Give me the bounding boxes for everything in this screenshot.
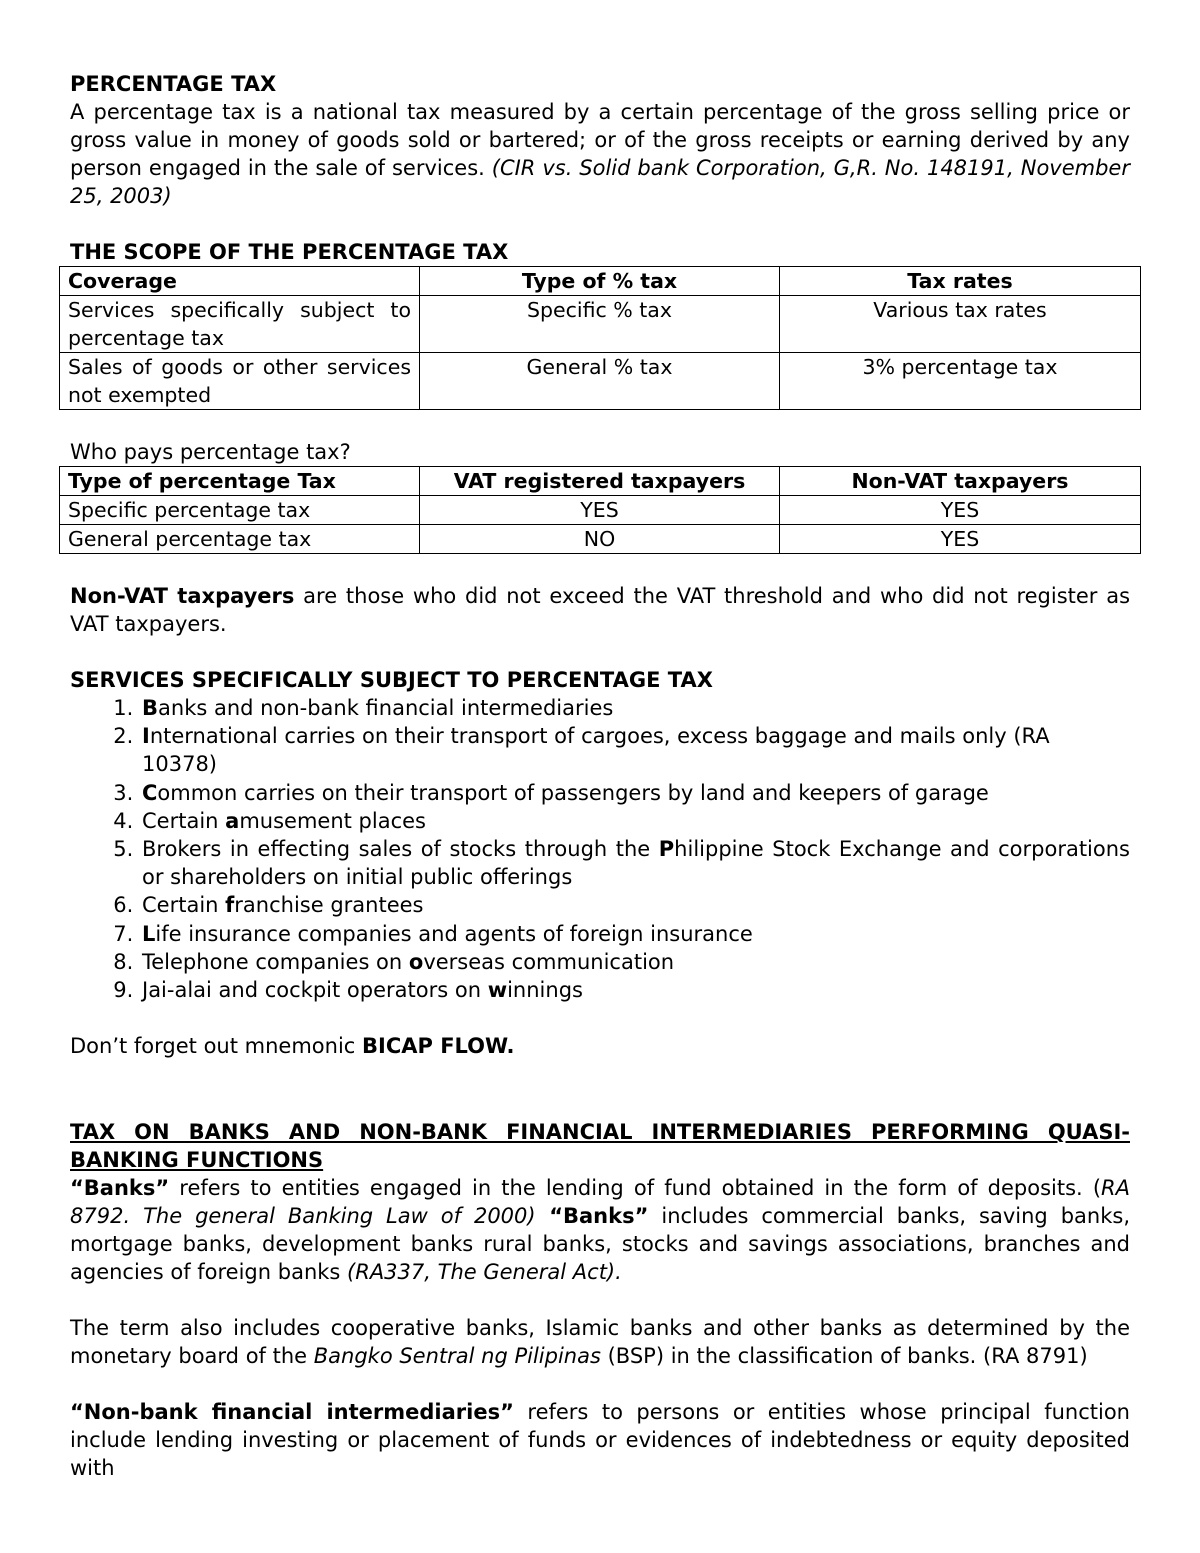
table-cell: Various tax rates xyxy=(780,296,1141,353)
section-title-percentage-tax: PERCENTAGE TAX xyxy=(70,72,277,96)
table-cell: 3% percentage tax xyxy=(780,353,1141,410)
mnemonic-letter: C xyxy=(142,780,158,805)
table-cell: YES xyxy=(420,496,780,525)
intro-citation: (CIR vs. Solid bank Corporation, G,R. No. 148191, November 25, 2003) xyxy=(70,156,1130,208)
table-cell: Services specifically subject to percentage tax xyxy=(60,296,420,353)
citation: RA 8792. The general Banking Law of 2000) xyxy=(70,1176,1130,1229)
non-vat-definition: are those who did not exceed the VAT threshold and who did not register as VAT taxpayers. xyxy=(70,584,1131,636)
banks-paragraph-1 xyxy=(70,1174,1130,1286)
item-text: hilippine Stock Exchange and corporations or shareholders on initial public offerings xyxy=(142,837,1130,890)
list-item xyxy=(140,694,1130,722)
list-item xyxy=(140,807,1130,835)
list-item xyxy=(140,891,1130,919)
non-vat-paragraph xyxy=(70,582,1130,638)
item-text: nternational carries on their transport of cargoes, excess baggage and mails only (RA 10378) xyxy=(142,724,1050,777)
table-row xyxy=(60,353,1141,410)
table-header-row xyxy=(60,467,1141,496)
mnemonic-prefix: Don’t forget out mnemonic xyxy=(70,1034,363,1059)
mnemonic-letter: o xyxy=(408,949,424,974)
list-item xyxy=(140,835,1130,891)
intro-paragraph xyxy=(70,98,1130,210)
item-text: musement places xyxy=(239,808,426,833)
bsp-name: Bangko Sentral ng Pilipinas xyxy=(313,1344,601,1369)
banks-paragraph-3 xyxy=(70,1398,1130,1482)
item-text: verseas communication xyxy=(423,949,675,974)
item-text: ommon carries on their transport of passengers by land and keepers of garage xyxy=(157,780,989,805)
term-banks: “Banks” xyxy=(535,1204,649,1229)
document-page xyxy=(70,70,1130,1482)
services-list xyxy=(70,694,1130,1004)
table-row xyxy=(60,525,1141,554)
item-text: ranchise grantees xyxy=(234,893,424,918)
mnemonic-letter: P xyxy=(658,837,675,862)
table-cell: Specific percentage tax xyxy=(60,496,420,525)
table-cell: YES xyxy=(780,496,1141,525)
table-row xyxy=(60,296,1141,353)
mnemonic-letter: L xyxy=(142,921,156,946)
item-text: innings xyxy=(507,978,583,1003)
paragraph-text: refers to entities engaged in the lending of fund obtained in the form of deposits. ( xyxy=(169,1176,1102,1201)
table-row xyxy=(60,496,1141,525)
who-pays-table xyxy=(59,466,1141,554)
item-text: Telephone companies on xyxy=(142,949,409,974)
citation: (RA337, The General Act). xyxy=(347,1260,622,1285)
list-item xyxy=(140,920,1130,948)
table-header-cell: Type of percentage Tax xyxy=(60,467,420,496)
scope-table xyxy=(59,266,1141,410)
table-cell: NO xyxy=(420,525,780,554)
item-text: Jai-alai and cockpit operators on xyxy=(142,978,488,1003)
table-header-cell: Non-VAT taxpayers xyxy=(780,467,1141,496)
item-text: anks and non-bank financial intermediaries xyxy=(158,696,614,720)
paragraph-text: includes commercial banks, saving banks, mortgage banks, development banks rural banks, stocks and savings associations, branches and agencies of foreign banks xyxy=(70,1204,1130,1285)
intro-body: A percentage tax is a national tax measured by a certain percentage of the gross selling price or gross value in money of goods sold or bartered; or of the gross receipts or earning derived by any person engaged in the sale of services. xyxy=(70,100,1130,180)
term-banks: “Banks” xyxy=(70,1176,170,1201)
mnemonic-line xyxy=(70,1032,1130,1060)
mnemonic-letter: a xyxy=(225,808,240,833)
table-header-cell: Coverage xyxy=(60,267,420,296)
paragraph-text: refers to persons or entities whose principal function include lending investing or placement of funds or evidences of indebtedness or equity deposited with xyxy=(70,1400,1130,1481)
list-item xyxy=(140,948,1130,976)
mnemonic-letter: f xyxy=(225,893,235,918)
mnemonic-word: BICAP FLOW. xyxy=(362,1034,515,1059)
who-pays-question: Who pays percentage tax? xyxy=(70,440,351,464)
item-text: Certain xyxy=(142,893,226,918)
table-cell: Sales of goods or other services not exempted xyxy=(60,353,420,410)
item-text: ife insurance companies and agents of foreign insurance xyxy=(155,921,753,946)
section-title-scope: THE SCOPE OF THE PERCENTAGE TAX xyxy=(70,240,509,264)
table-header-cell: Type of % tax xyxy=(420,267,780,296)
table-cell: General % tax xyxy=(420,353,780,410)
non-vat-term: Non-VAT taxpayers xyxy=(70,584,295,608)
mnemonic-letter: B xyxy=(142,696,159,720)
list-item xyxy=(140,976,1130,1004)
table-header-cell: Tax rates xyxy=(780,267,1141,296)
item-text: Certain xyxy=(142,808,226,833)
table-header-row xyxy=(60,267,1141,296)
table-cell: YES xyxy=(780,525,1141,554)
mnemonic-letter: I xyxy=(142,724,150,749)
item-text: Brokers in effecting sales of stocks through the xyxy=(142,837,659,862)
paragraph-text: (BSP) in the classification of banks. (RA 8791) xyxy=(600,1344,1088,1369)
paragraph-text: The term also includes cooperative banks, Islamic banks and other banks as determined by the monetary board of the xyxy=(70,1316,1130,1369)
table-header-cell: VAT registered taxpayers xyxy=(420,467,780,496)
section-title-banks: TAX ON BANKS AND NON-BANK FINANCIAL INTERMEDIARIES PERFORMING QUASI-BANKING FUNCTIONS xyxy=(70,1120,1130,1173)
list-item xyxy=(140,779,1130,807)
mnemonic-letter: w xyxy=(487,978,508,1003)
banks-paragraph-2 xyxy=(70,1314,1130,1370)
term-non-bank: “Non-bank financial intermediaries” xyxy=(70,1400,514,1425)
list-item xyxy=(140,722,1130,778)
table-cell: Specific % tax xyxy=(420,296,780,353)
table-cell: General percentage tax xyxy=(60,525,420,554)
section-title-services: SERVICES SPECIFICALLY SUBJECT TO PERCENTAGE TAX xyxy=(70,668,713,692)
